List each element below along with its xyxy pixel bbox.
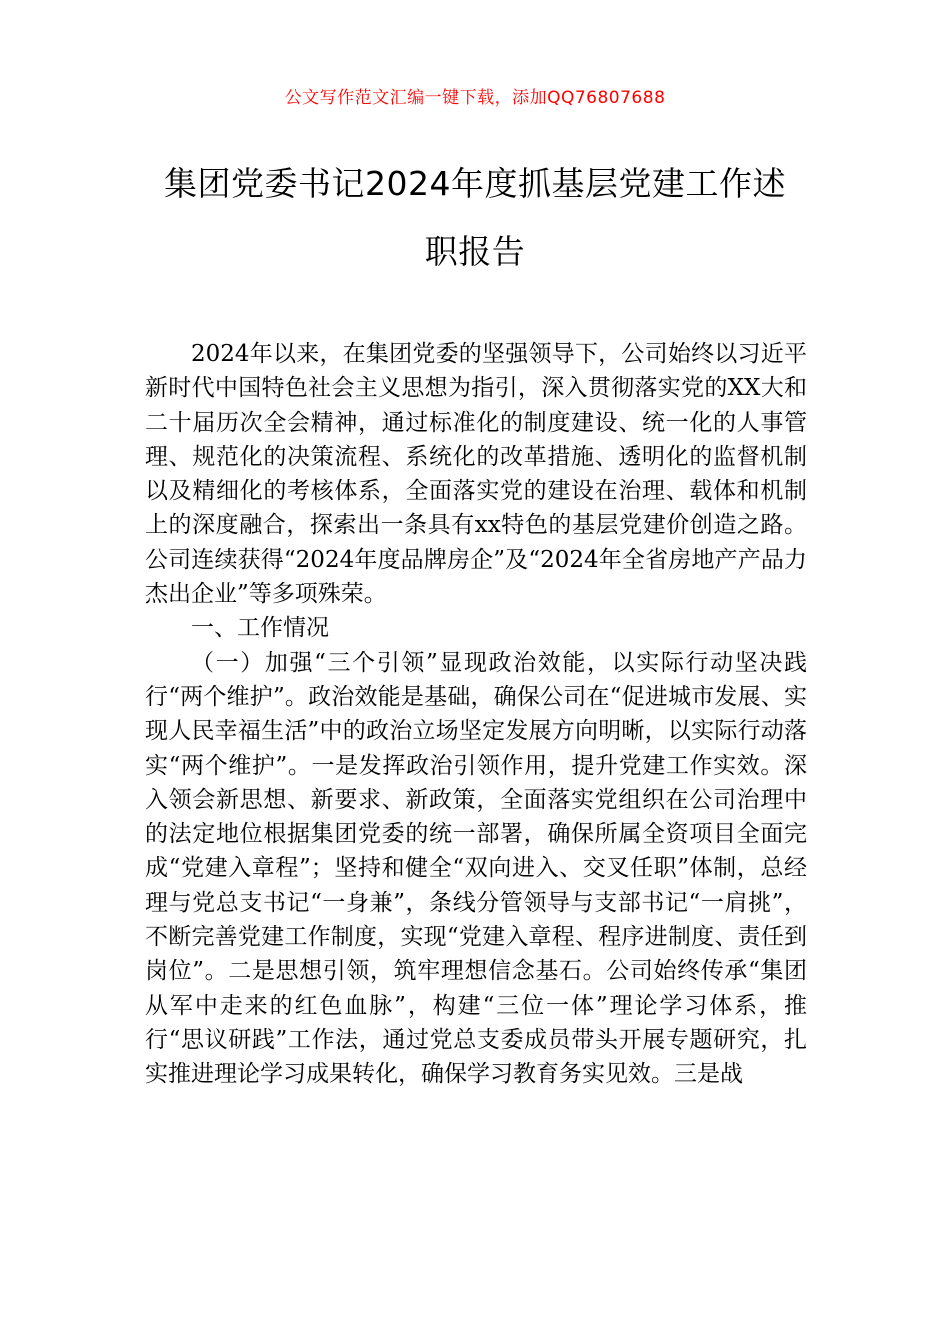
header-promo-note: 公文写作范文汇编一键下载，添加QQ76807688: [284, 88, 666, 108]
intro-paragraph: 2024年以来，在集团党委的坚强领导下，公司始终以习近平新时代中国特色社会主义思想为指引，深入贯彻落实党的XX大和二十届历次全会精神，通过标准化的制度建设、统一化的人事管理、规范化的决策流程、系统化的改革措施、透明化的监督机制以及精细化的考核体系，全面落实党的建设在治理、载体和机制上的深度融合，探索出一条具有xx特色的基层党建价创造之路。公司连续获得“2024年度品牌房企”及“2024年全省房地产产品力杰出企业”等多项殊荣。: [145, 341, 807, 608]
title-line-2: 职报告: [424, 232, 526, 271]
section-heading-1: 一、工作情况: [191, 615, 329, 642]
section-1-paragraph-1: （一）加强“三个引领”显现政治效能，以实际行动坚决践行“两个维护”。政治效能是基础，确保公司在“促进城市发展、实现人民幸福生活”中的政治立场坚定发展方向明晰，以实际行动落实“两个维护”。一是发挥政治引领作用，提升党建工作实效。深入领会新思想、新要求、新政策，全面落实党组织在公司治理中的法定地位根据集团党委的统一部署，确保所属全资项目全面完成“党建入章程”；坚持和健全“双向进入、交叉任职”体制，总经理与党总支书记“一身兼”，条线分管领导与支部书记“一肩挑”，不断完善党建工作制度，实现“党建入章程、程序进制度、责任到岗位”。二是思想引领，筑牢理想信念基石。公司始终传承“集团从军中走来的红色血脉”，构建“三位一体”理论学习体系，推行“思议研践”工作法，通过党总支委成员带头开展专题研究，扎实推进理论学习成果转化，确保学习教育务实见效。三是战: [145, 649, 807, 1088]
document-title: [130, 150, 820, 286]
document-body: [145, 337, 807, 1092]
title-line-1: 集团党委书记2024年度抓基层党建工作述: [164, 164, 786, 203]
